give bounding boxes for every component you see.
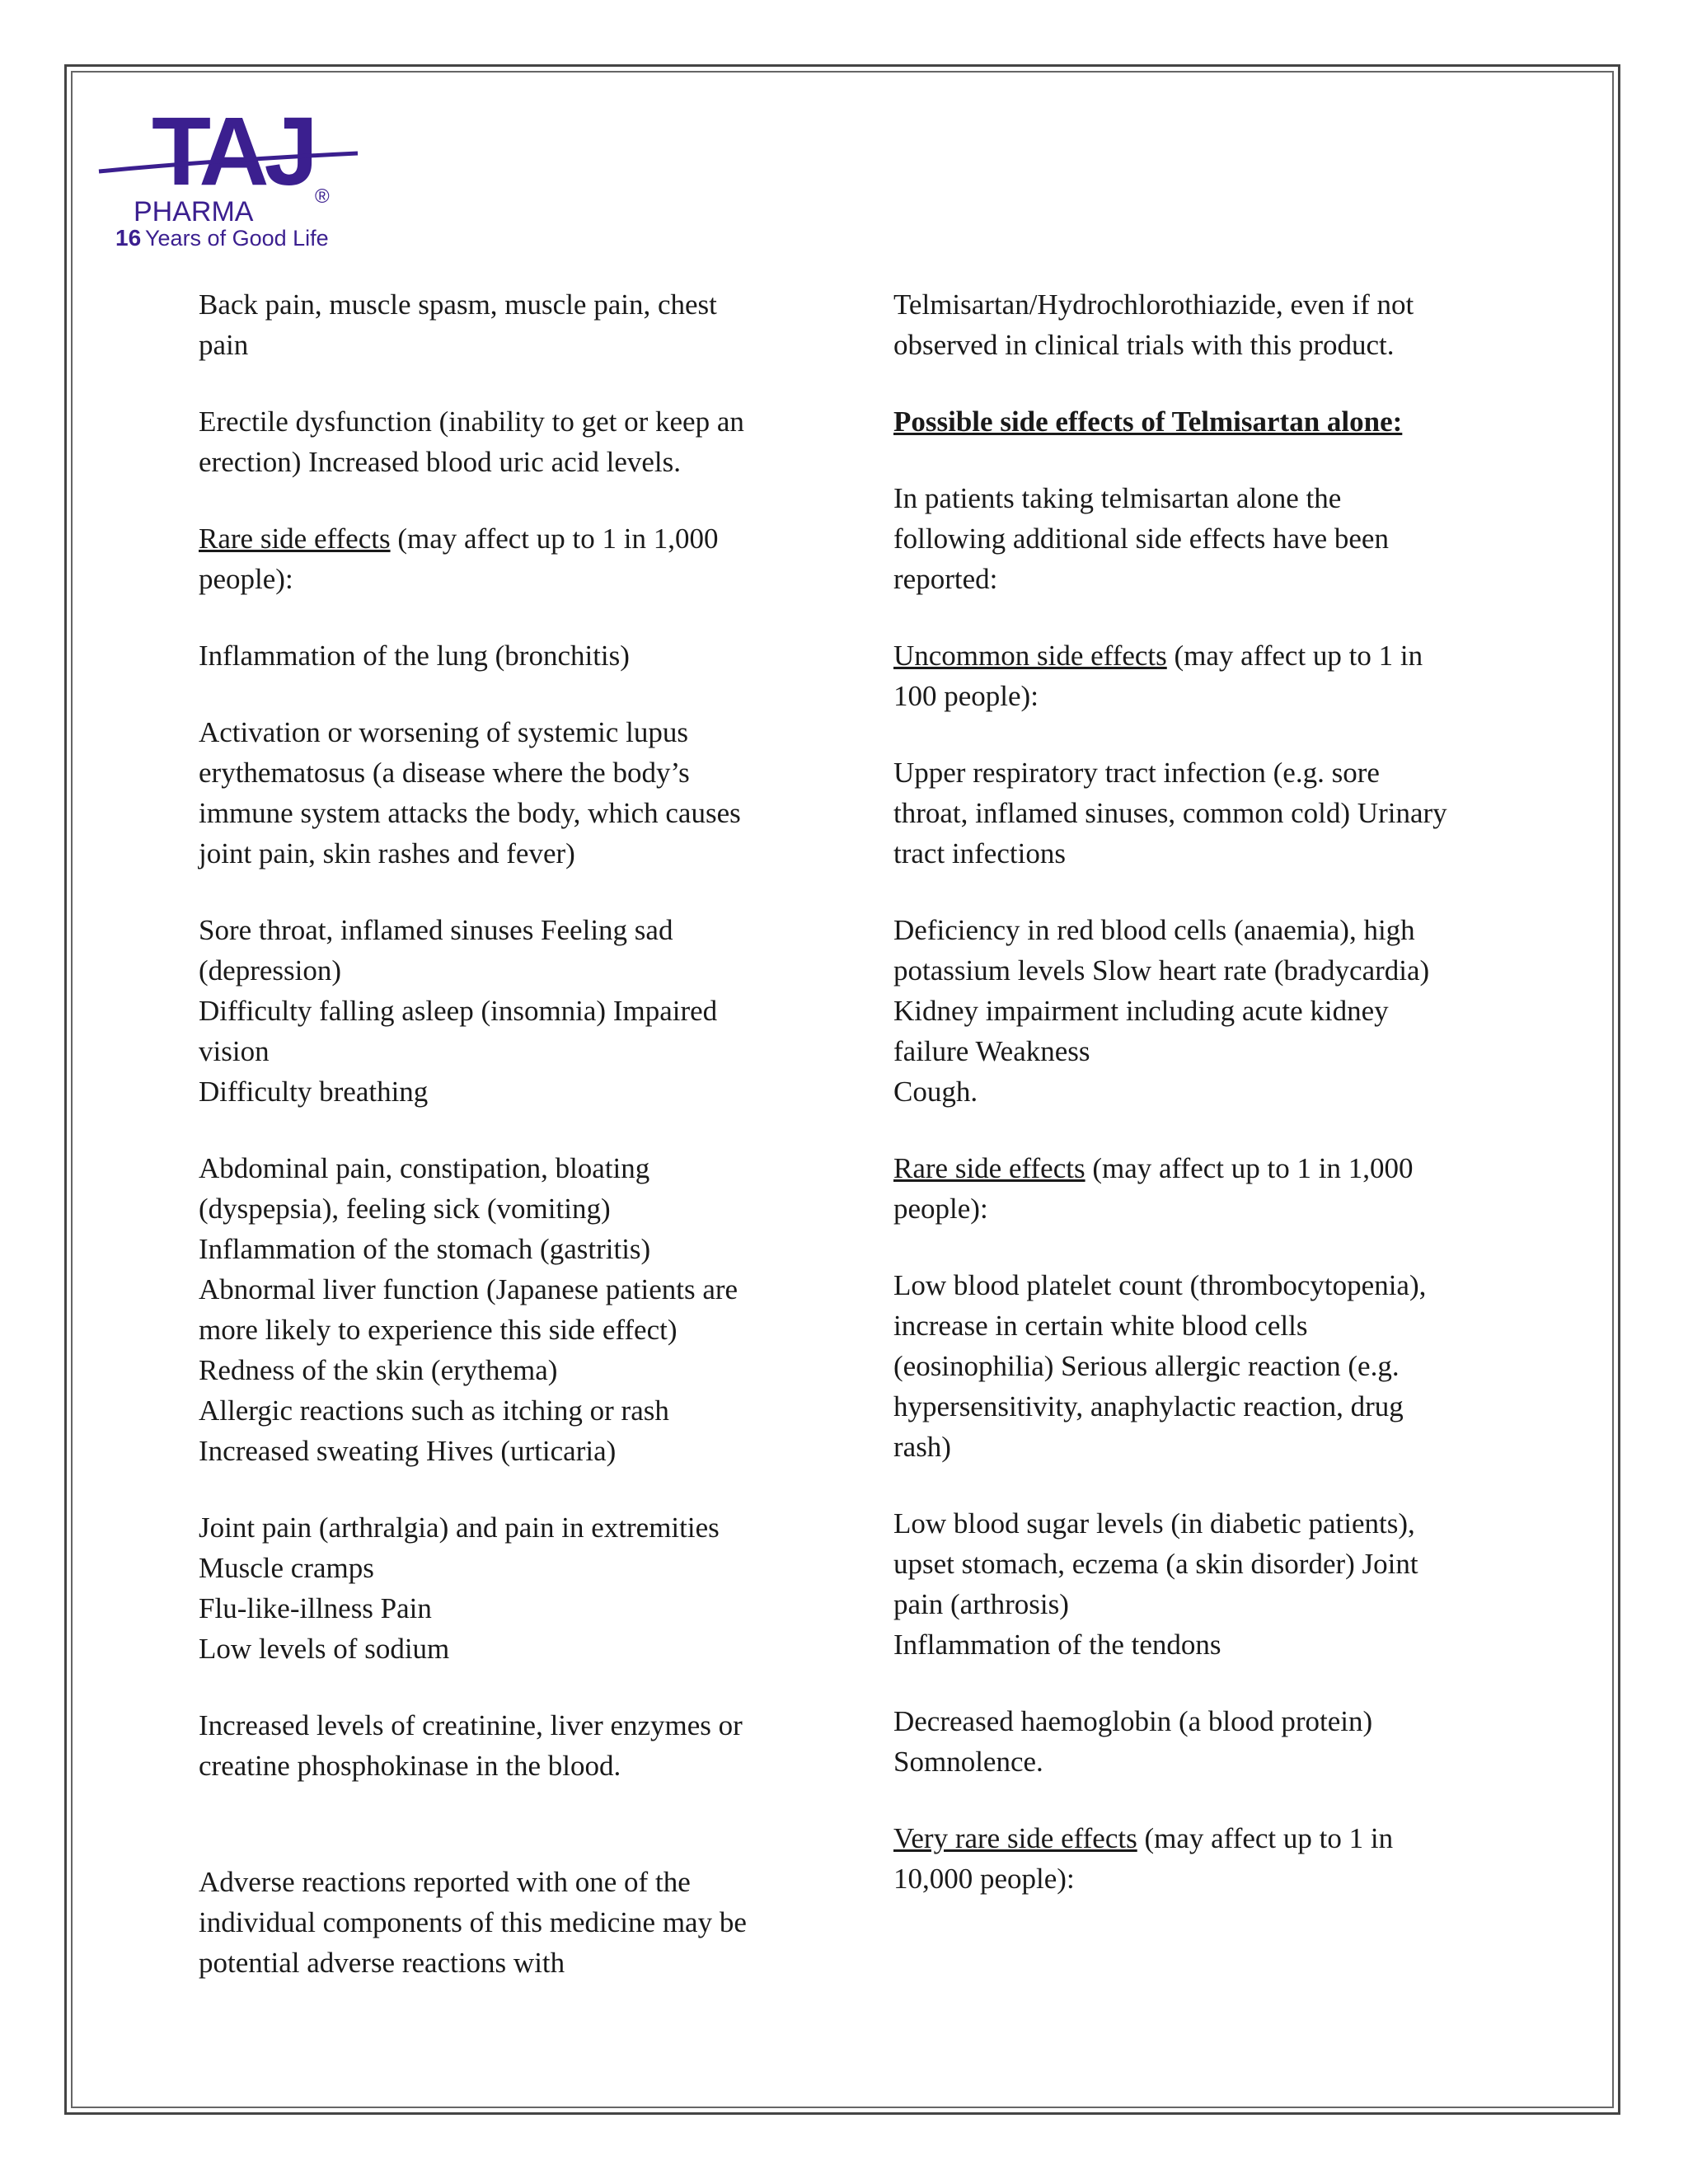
logo-registered: ® — [315, 185, 330, 208]
section-heading: Possible side effects of Telmisartan alone: — [893, 405, 1403, 438]
paragraph: Upper respiratory tract infection (e.g. sore throat, inflamed sinuses, common cold) Urinary tract infections — [893, 757, 1447, 869]
rare-side-effects-label — [199, 518, 792, 599]
section-label-suffix: (may affect up to 1 in 10,000 people): — [893, 1822, 1394, 1895]
left-column — [199, 284, 792, 2019]
paragraph: Back pain, muscle spasm, muscle pain, chest pain — [199, 288, 717, 361]
paragraph: In patients taking telmisartan alone the following additional side effects have been reported: — [893, 482, 1389, 595]
paragraph: Decreased haemoglobin (a blood protein) Somnolence. — [893, 1705, 1373, 1778]
paragraph: Inflammation of the lung (bronchitis) — [199, 640, 630, 672]
section-label: Rare side effects — [199, 523, 391, 555]
section-label: Uncommon side effects — [893, 640, 1167, 672]
rare-side-effects-label — [893, 1148, 1487, 1229]
section-label: Very rare side effects — [893, 1822, 1137, 1854]
section-label-suffix: (may affect up to 1 in 1,000 people): — [199, 523, 719, 595]
paragraph: Telmisartan/Hydrochlorothiazide, even if not observed in clinical trials with this product. — [893, 288, 1414, 361]
paragraph: Activation or worsening of systemic lupus erythematosus (a disease where the body’s immune system attacks the body, which causes joint pain, skin rashes and fever) — [199, 716, 741, 869]
logo-tagline-number: 16 — [115, 225, 142, 251]
paragraph: Sore throat, inflamed sinuses Feeling sad (depression) Difficulty falling asleep (insomnia) Impaired vision Difficulty breathing — [199, 914, 718, 1108]
right-column — [893, 284, 1487, 1935]
logo-sub: PHARMA — [134, 196, 254, 227]
section-label-suffix: (may affect up to 1 in 100 people): — [893, 640, 1423, 712]
paragraph: Adverse reactions reported with one of the individual components of this medicine may be potential adverse reactions with — [199, 1866, 747, 1979]
section-label: Rare side effects — [893, 1152, 1085, 1184]
uncommon-side-effects-label — [893, 635, 1487, 716]
paragraph: Joint pain (arthralgia) and pain in extremities Muscle cramps Flu-like-illness Pain Low levels of sodium — [199, 1511, 720, 1665]
taj-pharma-logo — [96, 102, 368, 251]
paragraph: Increased levels of creatinine, liver enzymes or creatine phosphokinase in the blood. — [199, 1709, 743, 1782]
logo-tagline-text: Years of Good Life — [145, 226, 329, 251]
paragraph: Deficiency in red blood cells (anaemia), high potassium levels Slow heart rate (bradycardia) Kidney impairment including acute kidney failure Weakness Cough. — [893, 914, 1430, 1108]
paragraph: Abdominal pain, constipation, bloating (dyspepsia), feeling sick (vomiting) Inflammation of the stomach (gastritis) Abnormal liver function (Japanese patients are more likely to experience this side effect) Redness of the skin (erythema) Allergic reactions such as itching or rash Increased sweating Hives (urticaria) — [199, 1152, 738, 1467]
paragraph: Erectile dysfunction (inability to get or keep an erection) Increased blood uric acid levels. — [199, 405, 744, 478]
logo-brand: TAJ — [152, 102, 314, 206]
paragraph: Low blood sugar levels (in diabetic patients), upset stomach, eczema (a skin disorder) Joint pain (arthrosis) Inflammation of the tendons — [893, 1507, 1418, 1661]
paragraph: Low blood platelet count (thrombocytopenia), increase in certain white blood cells (eosinophilia) Serious allergic reaction (e.g. hypersensitivity, anaphylactic reaction, drug rash) — [893, 1269, 1427, 1463]
very-rare-side-effects-label — [893, 1818, 1487, 1899]
section-label-suffix: (may affect up to 1 in 1,000 people): — [893, 1152, 1414, 1225]
